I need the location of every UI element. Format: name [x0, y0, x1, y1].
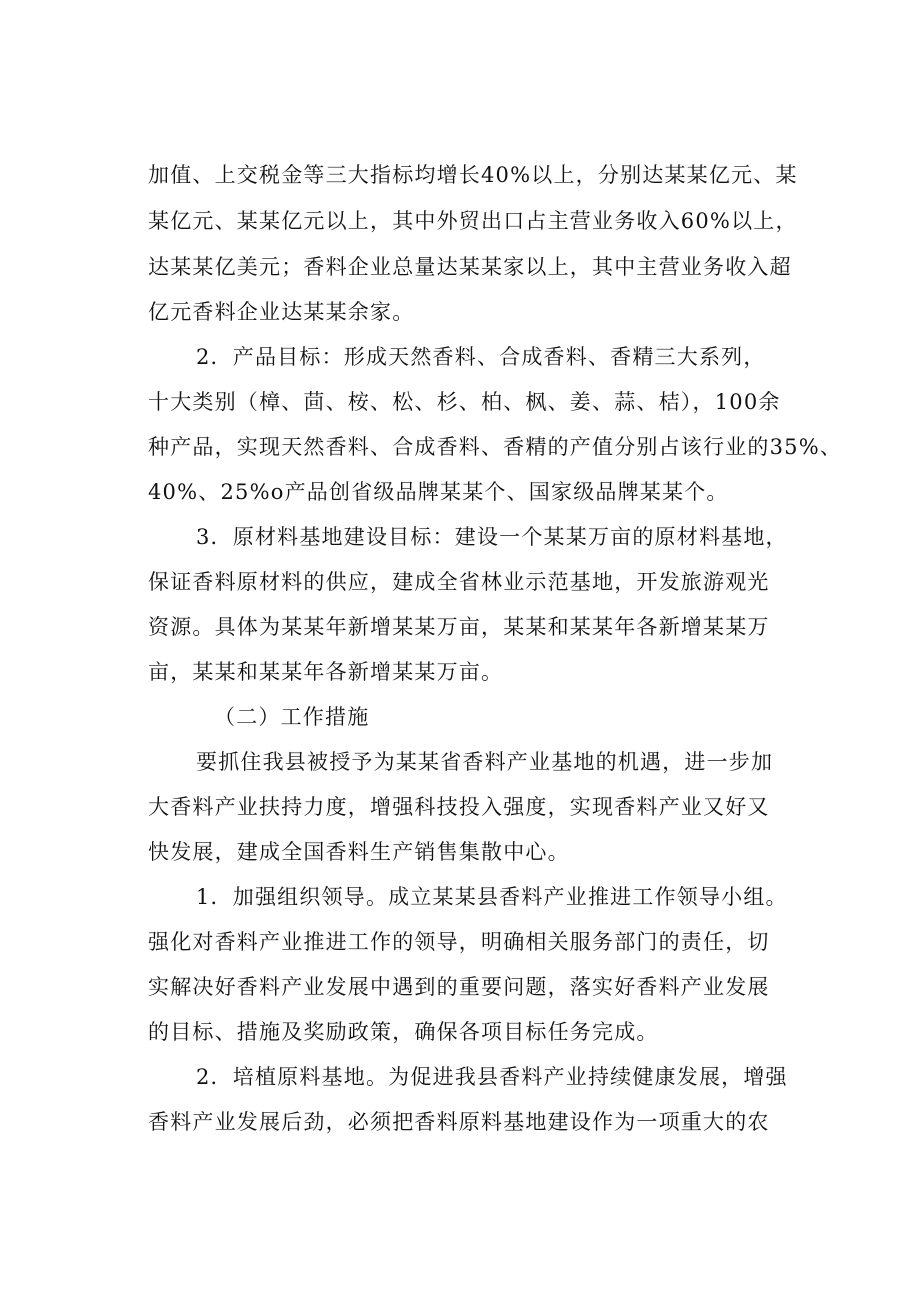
paragraph-line: 达某某亿美元；香料企业总量达某某家以上，其中主营业务收入超 — [148, 255, 792, 279]
paragraph-line: 某亿元、某某亿元以上，其中外贸出口占主营业务收入60%以上， — [148, 209, 798, 233]
paragraph-line: 40%、25%o产品创省级品牌某某个、国家级品牌某某个。 — [148, 480, 729, 504]
paragraph-line: 大香料产业扶持力度，增强科技投入强度，实现香料产业又好又 — [148, 795, 770, 819]
paragraph-line: 实解决好香料产业发展中遇到的重要问题，落实好香料产业发展 — [148, 975, 770, 999]
paragraph-line: 种产品，实现天然香料、合成香料、香精的产值分别占该行业的35%、 — [148, 435, 843, 459]
paragraph-line: 要抓住我县被授予为某某省香料产业基地的机遇，进一步加 — [196, 750, 774, 774]
paragraph-line: 1．加强组织领导。成立某某县香料产业推进工作领导小组。 — [196, 885, 788, 909]
paragraph-line: 十大类别（樟、茴、桉、松、杉、柏、枫、姜、蒜、桔），100余 — [148, 390, 781, 414]
paragraph-line: 2．培植原料基地。为促进我县香料产业持续健康发展，增强 — [196, 1065, 788, 1089]
paragraph-line: 亩，某某和某某年各新增某某万亩。 — [148, 660, 504, 684]
paragraph-line: 加值、上交税金等三大指标均增长40%以上，分别达某某亿元、某 — [148, 163, 798, 187]
paragraph-line: 保证香料原材料的供应，建成全省林业示范基地，开发旅游观光 — [148, 570, 770, 594]
paragraph-line: 2．产品目标：形成天然香料、合成香料、香精三大系列， — [196, 345, 766, 369]
paragraph-line: 快发展，建成全国香料生产销售集散中心。 — [148, 840, 570, 864]
paragraph-line: 资源。具体为某某年新增某某万亩，某某和某某年各新增某某万 — [148, 615, 770, 639]
paragraph-line: 香料产业发展后劲，必须把香料原料基地建设作为一项重大的农 — [148, 1110, 770, 1134]
paragraph-line: 强化对香料产业推进工作的领导，明确相关服务部门的责任，切 — [148, 930, 770, 954]
paragraph-line: 3．原材料基地建设目标：建设一个某某万亩的原材料基地， — [196, 525, 788, 549]
paragraph-line: 的目标、措施及奖励政策，确保各项目标任务完成。 — [148, 1020, 659, 1044]
section-heading: （二）工作措施 — [214, 705, 370, 729]
paragraph-line: 亿元香料企业达某某余家。 — [148, 300, 415, 324]
